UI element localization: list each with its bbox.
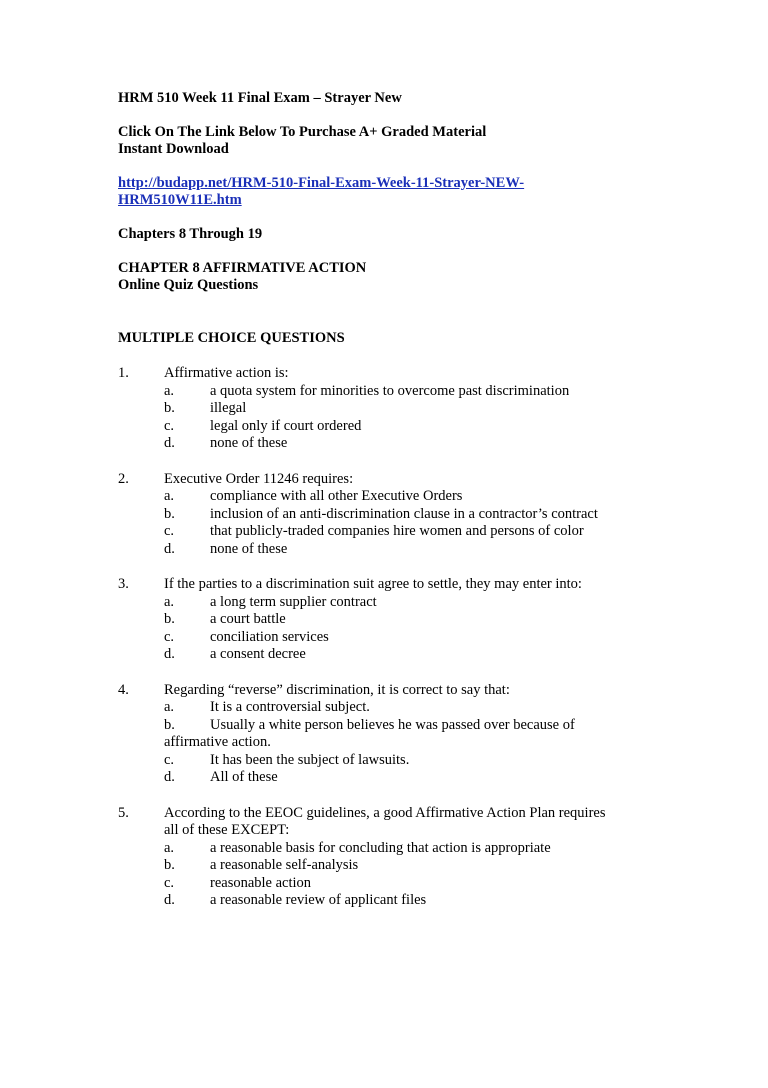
question-number: 2.: [118, 470, 129, 487]
question-item: [118, 576, 678, 664]
option-letter: d.: [164, 646, 175, 662]
answer-option: [164, 400, 678, 418]
option-letter: a.: [164, 593, 175, 610]
purchase-link-line-2[interactable]: HRM510W11E.htm: [118, 192, 242, 208]
option-text: that publicly-traded companies hire women and persons of color: [210, 523, 584, 539]
purchase-link-line-1[interactable]: http://budapp.net/HRM-510-Final-Exam-Week-11-Strayer-NEW-: [118, 175, 525, 191]
chapter-heading: [118, 260, 678, 294]
option-text: It is a controversial subject.: [210, 699, 370, 715]
answer-option: [164, 717, 678, 735]
question-text: If the parties to a discrimination suit agree to settle, they may enter into:: [164, 576, 582, 592]
answer-option: [164, 840, 678, 858]
option-text: none of these: [210, 540, 288, 557]
option-letter: d.: [164, 540, 175, 557]
answer-option: [164, 892, 678, 910]
question-number: 1.: [118, 365, 129, 381]
chapters-block: [118, 226, 678, 243]
chapter-title: CHAPTER 8 AFFIRMATIVE ACTION: [118, 260, 367, 276]
purchase-line: Click On The Link Below To Purchase A+ Graded Material: [118, 124, 487, 140]
option-text: a consent decree: [210, 646, 306, 662]
question-text: Affirmative action is:: [164, 365, 289, 381]
question-number: 5.: [118, 804, 129, 821]
answer-option: [164, 418, 678, 436]
section-title: MULTIPLE CHOICE QUESTIONS: [118, 330, 345, 346]
section-heading: [118, 330, 678, 347]
question-body: [164, 576, 678, 664]
answer-option: [164, 769, 678, 787]
answer-option: [164, 629, 678, 647]
answer-option: [164, 875, 678, 893]
option-text: none of these: [210, 435, 288, 451]
option-text-continued: affirmative action.: [164, 734, 271, 750]
option-letter: c.: [164, 523, 175, 539]
option-text: compliance with all other Executive Orders: [210, 488, 463, 504]
option-text: reasonable action: [210, 874, 312, 891]
download-line: Instant Download: [118, 141, 229, 157]
option-text: Usually a white person believes he was passed over because of: [210, 716, 575, 733]
answer-option: [164, 435, 678, 453]
question-list: [118, 365, 678, 910]
purchase-link[interactable]: [118, 175, 678, 209]
option-text: legal only if court ordered: [210, 417, 362, 434]
question-item: [118, 682, 678, 787]
option-text: a reasonable self-analysis: [210, 857, 359, 873]
option-letter: b.: [164, 857, 175, 873]
option-letter: a.: [164, 488, 175, 504]
document-page: [118, 90, 678, 928]
question-number: 3.: [118, 576, 129, 592]
option-text: inclusion of an anti-discrimination clause in a contractor’s contract: [210, 505, 598, 522]
answer-option: [164, 523, 678, 541]
option-text: It has been the subject of lawsuits.: [210, 751, 410, 768]
option-letter: a.: [164, 839, 175, 856]
option-letter: a.: [164, 382, 175, 399]
purchase-block: [118, 124, 678, 158]
option-text: All of these: [210, 769, 278, 785]
question-item: [118, 365, 678, 453]
answer-option: [164, 506, 678, 524]
option-text: a quota system for minorities to overcome past discrimination: [210, 382, 570, 399]
question-text-continued: all of these EXCEPT:: [164, 822, 290, 838]
option-letter: d.: [164, 769, 175, 785]
answer-option: [164, 646, 678, 664]
question-body: [164, 682, 678, 787]
option-text: a reasonable review of applicant files: [210, 892, 427, 908]
option-letter: c.: [164, 628, 175, 645]
option-letter: b.: [164, 505, 175, 522]
document-title: HRM 510 Week 11 Final Exam – Strayer New: [118, 90, 402, 106]
option-letter: b.: [164, 400, 175, 416]
answer-option: [164, 383, 678, 401]
option-letter: b.: [164, 611, 175, 627]
question-text: Regarding “reverse” discrimination, it is correct to say that:: [164, 681, 510, 698]
option-text: illegal: [210, 400, 247, 416]
document-header: [118, 90, 678, 107]
question-body: [164, 365, 678, 453]
question-item: [118, 471, 678, 559]
question-body: [164, 805, 678, 910]
question-text: According to the EEOC guidelines, a good Affirmative Action Plan requires: [164, 804, 606, 821]
option-letter: d.: [164, 892, 175, 908]
answer-option: [164, 857, 678, 875]
option-letter: d.: [164, 435, 175, 451]
answer-option: [164, 541, 678, 559]
question-body: [164, 471, 678, 559]
question-item: [118, 805, 678, 910]
option-letter: a.: [164, 699, 175, 715]
option-letter: c.: [164, 874, 175, 891]
option-text: a long term supplier contract: [210, 593, 377, 610]
answer-option: [164, 699, 678, 717]
chapters-range: Chapters 8 Through 19: [118, 226, 263, 242]
option-letter: b.: [164, 716, 175, 733]
option-text: a reasonable basis for concluding that action is appropriate: [210, 839, 551, 856]
answer-option: [164, 752, 678, 770]
option-text: conciliation services: [210, 628, 329, 645]
answer-option: [164, 488, 678, 506]
answer-option: [164, 594, 678, 612]
quiz-subtitle: Online Quiz Questions: [118, 277, 259, 293]
option-text: a court battle: [210, 611, 286, 627]
question-number: 4.: [118, 681, 129, 698]
question-text: Executive Order 11246 requires:: [164, 470, 354, 487]
option-letter: c.: [164, 417, 175, 434]
answer-option: [164, 611, 678, 629]
option-letter: c.: [164, 751, 175, 768]
